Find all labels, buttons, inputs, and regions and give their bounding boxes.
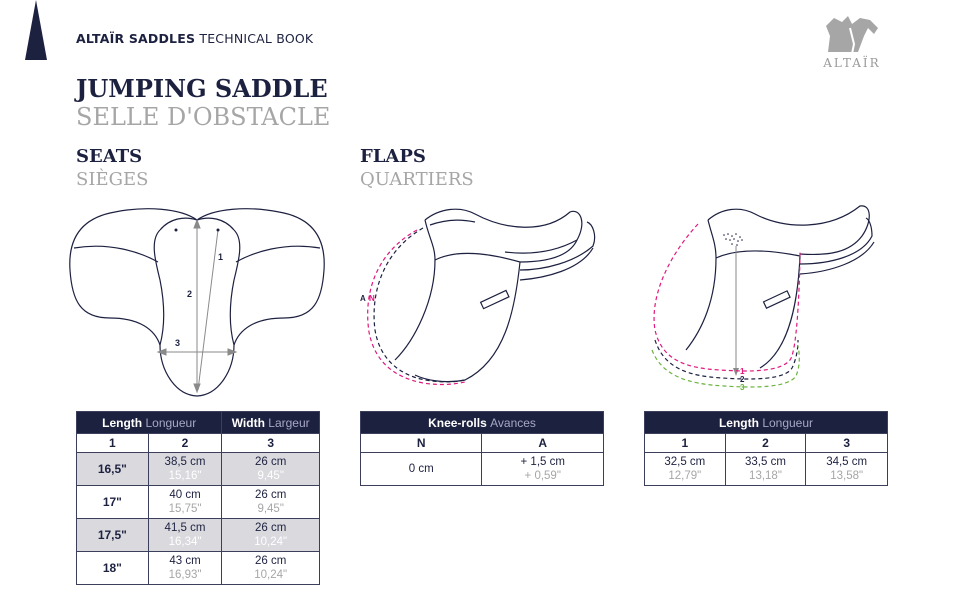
seat-width: 26 cm 9,45" xyxy=(222,453,320,486)
seat-label-2: 2 xyxy=(187,289,193,299)
seat-label-3: 3 xyxy=(175,338,181,348)
knee-col-n: N xyxy=(361,434,482,453)
flaps-heading-french: QUARTIERS xyxy=(360,169,474,190)
knee-rolls-table xyxy=(360,411,604,486)
seat-size: 17" xyxy=(77,486,149,519)
table-row xyxy=(77,552,320,585)
flap-label-3: 3 xyxy=(740,383,745,392)
table-row xyxy=(361,453,604,486)
seat-size: 18" xyxy=(77,552,149,585)
seats-length-header: Length Longueur xyxy=(77,412,222,434)
seat-length: 40 cm 15,75" xyxy=(148,486,222,519)
knee-rolls-header: Knee-rolls Avances xyxy=(361,412,604,434)
seat-width: 26 cm 9,45" xyxy=(222,486,320,519)
flap-length-header: Length Longueur xyxy=(645,412,888,434)
seat-label-1: 1 xyxy=(218,252,224,262)
knee-a-value: + 1,5 cm + 0,59" xyxy=(482,453,604,486)
navy-flag-decoration xyxy=(25,0,47,60)
seats-table xyxy=(76,411,320,585)
seats-width-header: Width Largeur xyxy=(222,412,320,434)
knee-col-a: A xyxy=(482,434,604,453)
table-row xyxy=(77,486,320,519)
header-subtitle: TECHNICAL BOOK xyxy=(199,31,314,46)
seat-length: 41,5 cm 16,34" xyxy=(148,519,222,552)
document-header xyxy=(76,31,313,46)
seat-width: 26 cm 10,24" xyxy=(222,519,320,552)
flap-col-2: 2 xyxy=(725,434,806,453)
seats-heading: SEATS xyxy=(76,146,143,167)
flap-length-1: 32,5 cm 12,79" xyxy=(645,453,726,486)
page-title: JUMPING SADDLE xyxy=(76,74,328,103)
flap-length-table xyxy=(644,411,888,486)
seat-width: 26 cm 10,24" xyxy=(222,552,320,585)
seats-col-1: 1 xyxy=(77,434,149,453)
flap-length-2: 33,5 cm 13,18" xyxy=(725,453,806,486)
seats-col-3: 3 xyxy=(222,434,320,453)
knee-roll-label-a: A xyxy=(360,294,366,303)
flap-length-side-view-diagram xyxy=(640,200,885,395)
seats-heading-french: SIÈGES xyxy=(76,169,149,190)
flap-length-3: 34,5 cm 13,58" xyxy=(806,453,888,486)
knee-n-value: 0 cm xyxy=(361,453,482,486)
flaps-heading: FLAPS xyxy=(360,146,426,167)
flap-col-3: 3 xyxy=(806,434,888,453)
knee-roll-side-view-diagram xyxy=(355,200,610,390)
table-row xyxy=(645,453,888,486)
flap-col-1: 1 xyxy=(645,434,726,453)
table-row xyxy=(77,453,320,486)
page-title-french: SELLE D'OBSTACLE xyxy=(76,103,331,131)
flap-label-1: 1 xyxy=(740,367,745,376)
seat-size: 17,5" xyxy=(77,519,149,552)
table-row xyxy=(77,519,320,552)
seat-top-view-diagram xyxy=(60,200,335,405)
seat-length: 43 cm 16,93" xyxy=(148,552,222,585)
flap-label-2: 2 xyxy=(740,375,745,384)
knee-roll-label-n: N xyxy=(369,294,375,303)
logo-text: ALTAÏR xyxy=(823,56,881,70)
header-brand: ALTAÏR SADDLES xyxy=(76,31,196,46)
seats-col-2: 2 xyxy=(148,434,222,453)
seat-size: 16,5" xyxy=(77,453,149,486)
seat-length: 38,5 cm 15,16" xyxy=(148,453,222,486)
